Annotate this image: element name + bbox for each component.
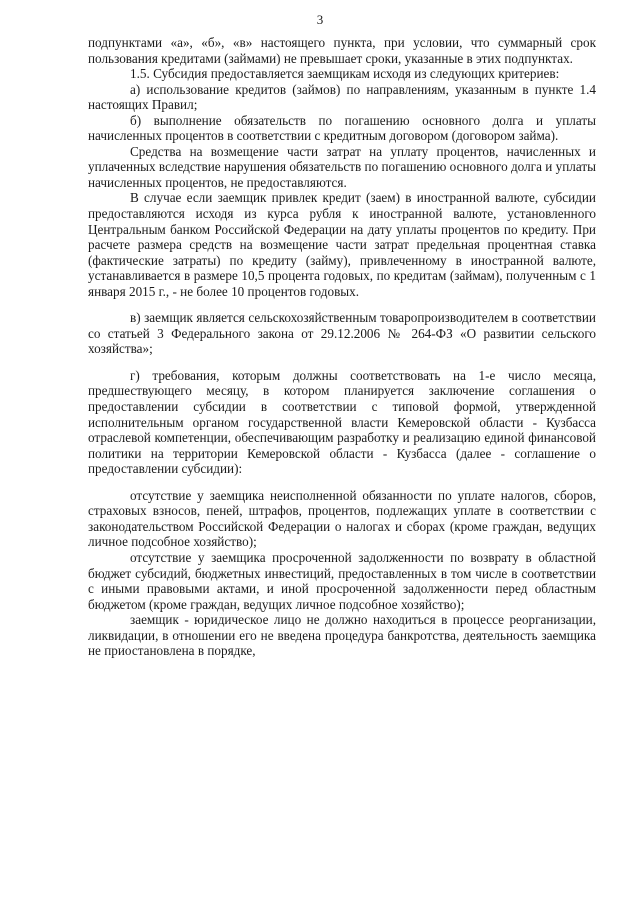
paragraph-funds-not-provided: Средства на возмещение части затрат на уплату процентов, начисленных и уплаченных вследствие нарушения обязательств по погашению основного долга и уплаты начисленных процентов, не предоставляются. xyxy=(88,143,596,190)
document-body xyxy=(88,35,596,659)
paragraph-gap xyxy=(88,299,596,310)
paragraph-no-tax-debt: отсутствие у заемщика неисполненной обязанности по уплате налогов, сборов, страховых взносов, пеней, штрафов, процентов, подлежащих уплате в соответствии с законодательством Российской Федерации о налогах и сборах (кроме граждан, ведущих личное подсобное хозяйство); xyxy=(88,487,596,550)
paragraph-no-overdue-debt: отсутствие у заемщика просроченной задолженности по возврату в областной бюджет субсидий, бюджетных инвестиций, предоставленных в том числе в соответствии с иными правовыми актами, и иной просроченной задолженности перед областным бюджетом (кроме граждан, ведущих личное подсобное хозяйство); xyxy=(88,549,596,612)
paragraph-subpoints-continuation: подпунктами «а», «б», «в» настоящего пункта, при условии, что суммарный срок пользования кредитами (займами) не превышает сроки, указанные в этих подпунктах. xyxy=(88,35,596,66)
paragraph-criterion-g: г) требования, которым должны соответствовать на 1-е число месяца, предшествующего месяцу, в котором планируется заключение соглашения о предоставлении субсидии в соответствии с типовой формой, утвержденной исполнительным органом государственной власти Кемеровской области - Кузбасса отраслевой компетенции, обеспечивающим разработку и реализацию единой финансовой политики на территории Кемеровской области - Кузбасса (далее - соглашение о предоставлении субсидии): xyxy=(88,367,596,477)
paragraph-gap xyxy=(88,477,596,488)
paragraph-legal-entity: заемщик - юридическое лицо не должно находиться в процессе реорганизации, ликвидации, в отношении его не введена процедура банкротства, деятельность заемщика не приостановлена в порядке, xyxy=(88,612,596,659)
paragraph-criterion-b: б) выполнение обязательств по погашению основного долга и уплаты начисленных процентов в соответствии с кредитным договором (договором займа). xyxy=(88,112,596,144)
paragraph-gap xyxy=(88,357,596,368)
paragraph-criterion-v: в) заемщик является сельскохозяйственным товаропроизводителем в соответствии со статьей 3 Федерального закона от 29.12.2006 № 264-ФЗ «О развитии сельского хозяйства»; xyxy=(88,310,596,357)
paragraph-criterion-a: а) использование кредитов (займов) по направлениям, указанным в пункте 1.4 настоящих Правил; xyxy=(88,81,596,113)
page-number: 3 xyxy=(316,12,324,27)
paragraph-criteria-heading: 1.5. Субсидия предоставляется заемщикам исходя из следующих критериев: xyxy=(130,66,560,82)
paragraph-foreign-currency: В случае если заемщик привлек кредит (заем) в иностранной валюте, субсидии предоставляются исходя из курса рубля к иностранной валюте, установленного Центральным банком Российской Федерации на дату уплаты процентов по кредиту. При расчете размера средств на возмещение части затрат предельная процентная ставка (фактические затраты) по кредиту (займу), привлеченному в иностранной валюте, устанавливается в размере 10,5 процента годовых, по кредитам (займам), полученным с 1 января 2015 г., - не более 10 процентов годовых. xyxy=(88,190,596,299)
